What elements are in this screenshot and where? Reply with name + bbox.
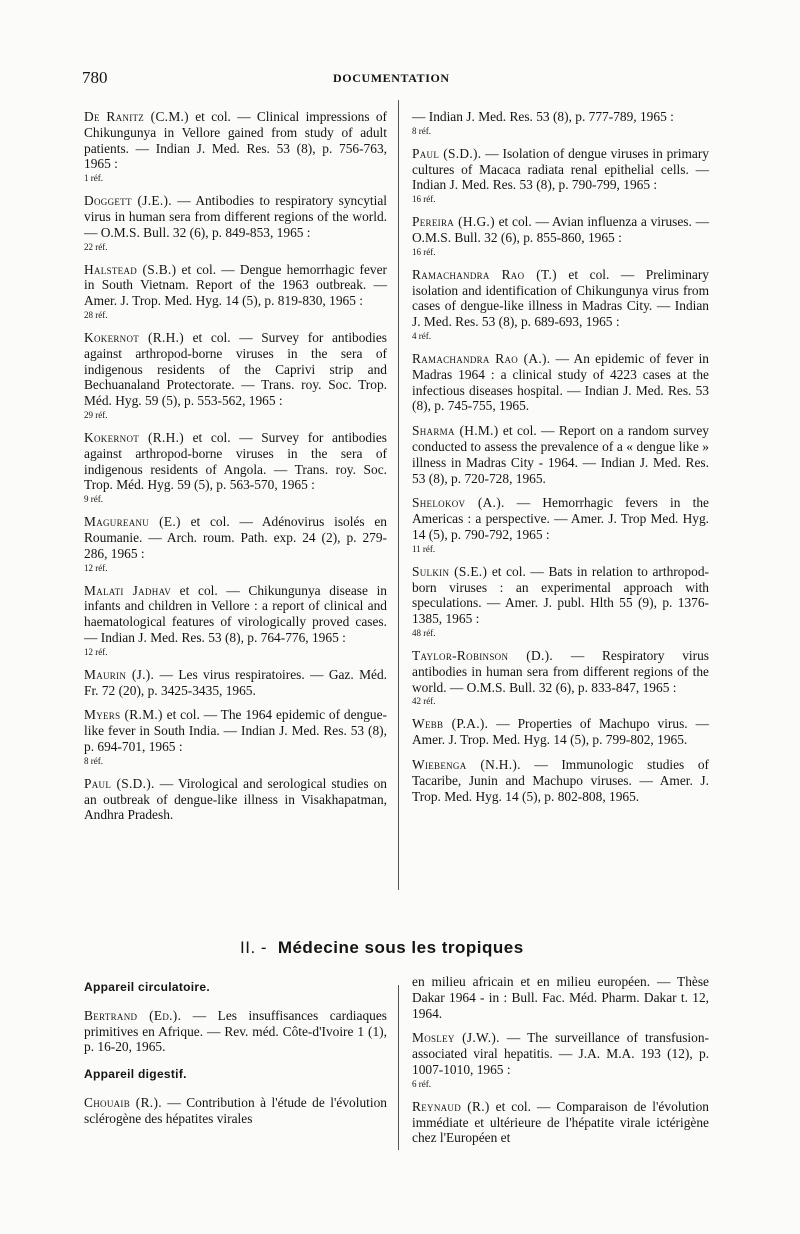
reference-entry (412, 757, 709, 804)
reference-text: — Immunologic studies of Tacaribe, Junin and Machupo viruses. — Amer. J. Trop. Med. Hyg. 14 (5), p. 802-808, 1965. (412, 756, 709, 804)
reference-author: Paul (S.D.). (412, 145, 482, 161)
reference-text: et col. — Adénovirus isolés en Roumanie. — Arch. roum. Path. exp. 24 (2), p. 279-286, 1965 : (84, 514, 387, 561)
reference-text: — Hemorrhagic fevers in the Americas : a perspective. — Amer. J. Trop Med. Hyg. 14 (5), p. 790-792, 1965 : (412, 495, 709, 542)
reference-count: 6 réf. (412, 1078, 431, 1089)
reference-author: Halstead (S.B.) (84, 261, 177, 277)
running-head: DOCUMENTATION (333, 71, 450, 85)
reference-author: Wiebenga (N.H.). (412, 756, 521, 772)
page-number: 780 (82, 68, 108, 87)
reference-text: — Les insuffisances cardiaques primitives en Afrique. — Rev. méd. Côte-d'Ivoire 1 (1), p. 16-20, 1965. (84, 1007, 387, 1055)
section-title: Médecine sous les tropiques (277, 938, 524, 957)
reference-text: et col. — Preliminary isolation and identification of Chikungunya virus from cases of dengue-like illness in Madras City. — Indian J. Med. Res. 53 (8), p. 689-693, 1965 : (412, 266, 710, 330)
reference-author: Myers (R.M.) (84, 707, 163, 723)
reference-author: Doggett (J.E.). (84, 193, 172, 209)
reference-text: et col. — Survey for antibodies against arthropod-borne viruses in the sera of indigenous residents of the Caprivi strip and Bechuanaland Protectorate. — Trans. roy. Soc. Trop. Méd. Hyg. 59 (5), p. 553-562, 1965 : (84, 329, 388, 409)
reference-count: 9 réf. (84, 494, 103, 505)
reference-entry (412, 146, 709, 205)
reference-text: et col. — Dengue hemorrhagic fever in South Vietnam. Report of the 1963 outbreak. — Amer. J. Trop. Med. Hyg. 14 (5), p. 819-830, 1965 : (84, 261, 387, 309)
reference-entry (84, 330, 387, 421)
reference-author: Magureanu (E.) (84, 514, 181, 530)
reference-entry (84, 430, 387, 505)
reference-entry (84, 193, 387, 252)
reference-count: 29 réf. (84, 409, 108, 420)
reference-entry (84, 262, 387, 321)
reference-count: 12 réf. (84, 646, 108, 657)
reference-author: Sulkin (S.E.) (412, 563, 488, 579)
reference-count: 28 réf. (84, 309, 108, 320)
reference-text: et col. — Avian influenza a viruses. — O.M.S. Bull. 32 (6), p. 855-860, 1965 : (412, 214, 710, 245)
reference-entry (412, 716, 709, 748)
reference-author: Chouaib (R.). (84, 1094, 162, 1110)
reference-author: Shelokov (A.). (412, 495, 505, 511)
section-heading (240, 938, 524, 958)
reference-text: en milieu africain et en milieu européen. — Thèse Dakar 1964 - in : Bull. Fac. Méd. Pharm. Dakar t. 12, 1964. (412, 974, 709, 1021)
left-column-bottom (84, 980, 387, 1136)
reference-author: Maurin (J.). (84, 666, 155, 682)
reference-text: et col. — Report on a random survey conducted to assess the prevalence of a « dengue like » illness in Madras City - 1964. — Indian J. Med. Res. 53 (8), p. 720-728, 1965. (412, 423, 709, 486)
reference-count: 1 réf. (84, 173, 103, 184)
reference-count: 8 réf. (412, 125, 431, 136)
reference-author: Kokernot (R.H.) (84, 429, 184, 445)
reference-count: 22 réf. (84, 241, 108, 252)
right-column-bottom (412, 974, 709, 1155)
column-divider-bottom (398, 985, 399, 1150)
reference-text: — Properties of Machupo virus. — Amer. J. Trop. Med. Hyg. 14 (5), p. 799-802, 1965. (412, 716, 709, 748)
reference-text: — Antibodies to respiratory syncytial virus in human sera from different regions of the world. — O.M.S. Bull. 32 (6), p. 849-853, 1965 : (84, 193, 387, 240)
reference-count: 42 réf. (412, 696, 436, 707)
reference-entry (84, 776, 387, 823)
reference-text: et col. — Comparaison de l'évolution immédiate et ultérieure de l'hépatite virale ictérigène chez l'Européen et (412, 1098, 710, 1146)
reference-author: Ramachandra Rao (A.). (412, 350, 551, 366)
reference-entry (84, 1095, 387, 1127)
reference-text: et col. — The 1964 epidemic of dengue-like fever in South India. — Indian J. Med. Res. 53 (8), p. 694-701, 1965 : (84, 707, 388, 754)
reference-text: et col. — Chikungunya disease in infants and children in Vellore : a report of clinical and haematological features of virologically proved cases. — Indian J. Med. Res. 53 (8), p. 764-776, 1965 : (84, 582, 387, 645)
reference-entry (412, 351, 709, 414)
reference-entry (412, 564, 709, 639)
reference-entry (412, 648, 709, 707)
reference-author: Mosley (J.W.). (412, 1030, 500, 1046)
right-column-top (412, 109, 709, 813)
reference-count: 12 réf. (84, 562, 108, 573)
reference-entry (412, 109, 709, 137)
reference-author: Taylor-Robinson (D.). (412, 647, 554, 663)
reference-author: Malati Jadhav (84, 582, 172, 598)
reference-entry (412, 267, 709, 342)
reference-author: Sharma (H.M.) (412, 423, 499, 439)
reference-text: — Respiratory virus antibodies in human sera from different regions of the world. — O.M.S. Bull. 32 (6), p. 833-847, 1965 : (412, 647, 709, 695)
reference-author: Reynaud (R.) (412, 1098, 490, 1114)
section-number: II. - (240, 938, 268, 957)
reference-text: — Les virus respiratoires. — Gaz. Méd. Fr. 72 (20), p. 3425-3435, 1965. (84, 666, 387, 698)
reference-text: — Contribution à l'étude de l'évolution sclérogène des hépatites virales (84, 1094, 387, 1126)
reference-entry (412, 1099, 709, 1146)
subsection-heading: Appareil circulatoire. (84, 980, 210, 994)
reference-count: 16 réf. (412, 246, 436, 257)
reference-entry (412, 974, 709, 1021)
reference-text: — Indian J. Med. Res. 53 (8), p. 777-789, 1965 : (412, 109, 674, 124)
reference-author: Kokernot (R.H.) (84, 329, 184, 345)
reference-author: Paul (S.D.). (84, 775, 155, 791)
reference-text: — An epidemic of fever in Madras 1964 : a clinical study of 4223 cases at the infectious diseases hospital. — Indian J. Med. Res. 53 (8), p. 745-755, 1965. (412, 350, 709, 414)
reference-author: Bertrand (Ed.). (84, 1007, 182, 1023)
reference-entry (412, 495, 709, 554)
reference-text: — Virological and serological studies on an outbreak of dengue-like illness in Visakhapatman, Andhra Pradesh. (84, 775, 387, 823)
reference-author: De Ranitz (C.M.) (84, 109, 189, 124)
reference-text: et col. — Clinical impressions of Chikungunya in Vellore gained from study of adult patients. — Indian J. Med. Res. 53 (8), p. 756-763, 1965 : (84, 109, 387, 172)
reference-text: et col. — Survey for antibodies against arthropod-borne viruses in the sera of indigenous residents of Angola. — Trans. roy. Soc. Trop. Méd. Hyg. 59 (5), p. 563-570, 1965 : (84, 429, 388, 493)
reference-count: 11 réf. (412, 543, 436, 554)
reference-entry (84, 667, 387, 699)
reference-entry (412, 423, 709, 486)
reference-count: 8 réf. (84, 755, 103, 766)
reference-author: Pereira (H.G.) (412, 214, 495, 230)
reference-entry (84, 1008, 387, 1055)
reference-entry (412, 1030, 709, 1089)
reference-count: 48 réf. (412, 627, 436, 638)
reference-count: 4 réf. (412, 330, 431, 341)
column-divider-top (398, 100, 399, 890)
reference-entry (84, 583, 387, 658)
reference-text: — Isolation of dengue viruses in primary cultures of Macaca radiata renal epithelial cells. — Indian J. Med. Res. 53 (8), p. 790-799, 1965 : (412, 145, 709, 193)
left-column-top (84, 109, 387, 832)
subsection-heading: Appareil digestif. (84, 1067, 187, 1082)
reference-text: — The surveillance of transfusion-associated viral hepatitis. — J.A. M.A. 193 (12), p. 1007-1010, 1965 : (412, 1030, 709, 1077)
reference-author: Webb (P.A.). (412, 716, 489, 732)
reference-count: 16 réf. (412, 194, 436, 205)
reference-entry (84, 514, 387, 573)
reference-entry (412, 214, 709, 258)
reference-entry (84, 707, 387, 766)
reference-text: et col. — Bats in relation to arthropod-born viruses : an experimental approach with speculations. — Amer. J. publ. Hlth 55 (9), p. 1376-1385, 1965 : (412, 563, 709, 627)
reference-author: Ramachandra Rao (T.) (412, 266, 557, 282)
reference-entry (84, 109, 387, 184)
